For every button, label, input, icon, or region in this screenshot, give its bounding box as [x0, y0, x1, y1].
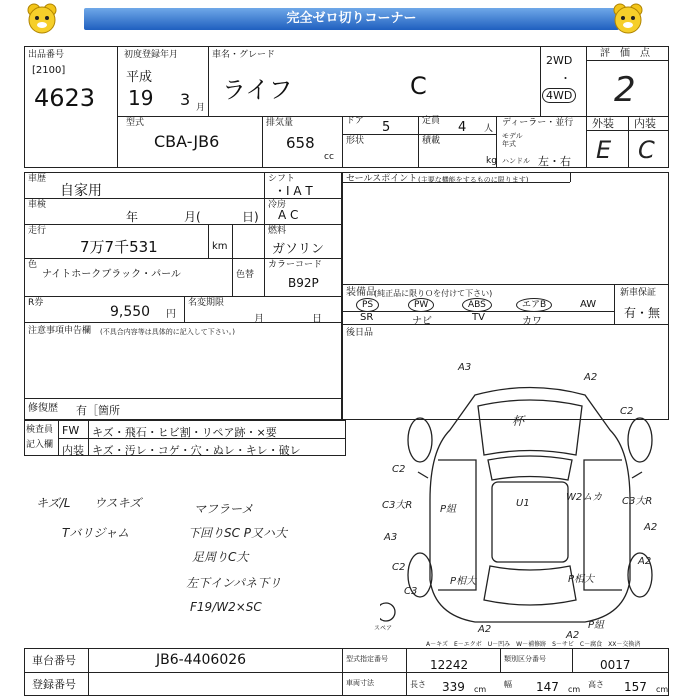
bear-mascot-right-icon [608, 2, 648, 36]
shift-value: ・I A T [274, 184, 313, 198]
doors-label: ドア [346, 116, 364, 126]
header-title: 完全ゼロ切りコーナー [84, 8, 619, 30]
equip-airbag: エアB [516, 298, 552, 312]
type-spec-label: 型式指定番号 [346, 655, 388, 663]
color-value: ナイトホークブラック・パール [42, 269, 181, 280]
registration-month: 3 [180, 90, 191, 109]
sales-point-label: セールスポイント [346, 174, 418, 184]
handwritten-right-5: F19/W2×SC [190, 600, 262, 614]
ac-label: 冷房 [268, 200, 287, 210]
car-name-label: 車名・グレード [212, 50, 276, 60]
inspector-row2: キズ・汚レ・コゲ・穴・ぬレ・キレ・破レ [92, 444, 301, 457]
equipment-label: 装備品 [346, 287, 376, 298]
interior-value: C [638, 136, 655, 164]
equip-leather: カワ [522, 316, 542, 327]
diagram-label-c2-left-lower: C2 [392, 562, 406, 573]
rear-seat-label: 後日品 [346, 328, 374, 338]
diagram-label-a2-right: A2 [644, 522, 658, 533]
class-value: 0017 [600, 658, 631, 672]
capacity-unit: 人 [484, 124, 494, 134]
length-value: 339 [442, 680, 465, 694]
color-label: 色 [28, 260, 38, 270]
height-unit: cm [656, 685, 669, 694]
registration-era: 平成 [126, 70, 153, 85]
inspector-label-1: 検査員 [26, 425, 54, 435]
mileage-unit: km [212, 241, 228, 252]
length-label: 長さ [410, 680, 426, 689]
equipment-sub: (純正品に限りＯを付けて下さい) [374, 289, 493, 298]
interior-label: 内装 [634, 117, 656, 130]
inspector-row1: キズ・飛石・ヒビ割・リペア跡・×要 [92, 426, 277, 439]
diagram-label-a3-top: A3 [458, 362, 472, 373]
recycle-unit: 円 [166, 309, 176, 320]
diagram-label-c3-rear: C3 [404, 586, 418, 597]
diagram-label-u1: U1 [516, 498, 530, 509]
diagram-label-a2-bottom-right: A2 [566, 630, 580, 641]
diagram-label-p-rear-left: P相大 [450, 576, 477, 587]
handwritten-right-1: マフラーメ [194, 502, 254, 516]
repair-label: 修復歴 [28, 403, 58, 414]
equip-tv: TV [472, 312, 485, 323]
diagram-label-c2-left: C2 [392, 464, 406, 475]
chassis-value: JB6-4406026 [156, 652, 247, 668]
equip-sr: SR [360, 312, 374, 323]
diagram-label-p-bottom: P組 [588, 620, 605, 631]
car-grade: C [410, 72, 427, 100]
sales-point-sub: (主要な機能をするものに限ります) [418, 176, 529, 184]
diagram-label-c3-right: C3大R [622, 496, 653, 507]
inspector-row2-head: 内装 [62, 444, 84, 457]
equip-navi: ナビ [412, 316, 432, 327]
registration-year: 19 [128, 86, 154, 110]
diagram-label-a2-rear-right: A2 [638, 556, 652, 567]
drive-2wd: 2WD [546, 54, 573, 67]
inspector-label-2: 記入欄 [26, 440, 54, 450]
usage-value: 自家用 [60, 183, 102, 199]
notes-sub: (不具合内容等は具体的に記入して下さい。) [100, 328, 235, 336]
inspection-month: 月( [184, 210, 201, 224]
lot-number-label: 出品番号 [28, 50, 65, 60]
usage-label: 車歴 [28, 174, 47, 184]
doors-value: 5 [382, 120, 391, 135]
fuel-value: ガソリン [272, 242, 325, 257]
width-value: 147 [536, 680, 559, 694]
recycle-label: R券 [28, 298, 44, 308]
diagram-label-w2: W2ムカ [566, 492, 603, 503]
drive-dot: ・ [560, 72, 571, 85]
handwritten-left-c: Tバリジャム [62, 526, 130, 540]
dimensions-label: 車両寸法 [346, 679, 374, 687]
drive-4wd: 4WD [542, 88, 576, 103]
name-change-day: 日 [312, 314, 322, 325]
ac-value: A C [278, 208, 299, 222]
registration-month-unit: 月 [196, 103, 206, 113]
mileage-value: 7万7千531 [80, 238, 158, 256]
displacement-label: 排気量 [266, 118, 294, 128]
handwritten-right-3: 足周りC大 [192, 550, 249, 564]
diagram-label-p-rear-right: P相大 [568, 574, 595, 585]
color-code-label: カラーコード [268, 260, 323, 270]
color-code-value: B92P [288, 276, 319, 290]
diagram-label-a2-bottom: A2 [478, 624, 492, 635]
diagram-label-c3-left: C3大R [382, 500, 413, 511]
equip-abs: ABS [462, 298, 492, 312]
reg-no-label: 登録番号 [32, 678, 76, 691]
color-change-label: 色替 [236, 270, 255, 280]
equip-pw: PW [408, 298, 434, 312]
exterior-label: 外装 [592, 117, 614, 130]
diagram-label-c2-right: C2 [620, 406, 634, 417]
damage-legend: A－キズ E－エクボ U－凹み W－補修跡 S－サビ C－腐食 XX－交換済 [426, 641, 641, 648]
inspection-label: 車検 [28, 200, 47, 210]
new-warranty-label: 新車保証 [620, 288, 657, 298]
width-label: 幅 [504, 680, 512, 689]
load-label: 積載 [422, 136, 441, 146]
class-label: 類別区分番号 [504, 655, 546, 663]
registration-label: 初度登録年月 [124, 50, 179, 60]
mileage-label: 走行 [28, 226, 47, 236]
rating-score: 2 [614, 70, 636, 110]
type-spec-value: 12242 [430, 658, 469, 672]
dealer-label: ディーラー・並行 [502, 118, 574, 128]
inspection-year: 年 [126, 210, 139, 224]
rating-label: 評 価 点 [600, 48, 650, 59]
diagram-label-roof-note: 杯 [512, 414, 525, 428]
handle-value: 左・右 [538, 155, 571, 168]
notes-label: 注意事項申告欄 [28, 326, 92, 336]
exterior-value: E [596, 136, 612, 164]
equip-ps: PS [356, 298, 379, 312]
car-name: ライフ [222, 76, 293, 104]
name-change-label: 名変期限 [188, 298, 225, 308]
capacity-value: 4 [458, 120, 467, 135]
lot-code: [2100] [32, 65, 66, 76]
inspection-day: 日) [242, 210, 259, 224]
fuel-label: 燃料 [268, 226, 287, 236]
new-warranty-value: 有・無 [624, 306, 661, 320]
handwritten-right-4: 左下インパネ下リ [186, 576, 282, 590]
diagram-spare-label: スペア [374, 625, 393, 632]
diagram-label-a2-top: A2 [584, 372, 598, 383]
displacement-unit: cc [324, 152, 334, 162]
height-label: 高さ [588, 680, 604, 689]
length-unit: cm [474, 685, 487, 694]
inspector-row1-head: FW [62, 424, 80, 437]
diagram-label-a3-left: A3 [384, 532, 398, 543]
repair-value: 有［箇所 [76, 404, 120, 417]
width-unit: cm [568, 685, 581, 694]
name-change-month: 月 [254, 314, 264, 325]
equip-aw: AW [580, 299, 597, 310]
handwritten-left-b: ウスキズ [94, 496, 142, 510]
handle-label: ハンドル [502, 157, 530, 165]
model-label: 型式 [126, 118, 145, 128]
handwritten-left-a: キズ/L [36, 496, 71, 510]
height-value: 157 [624, 680, 647, 694]
recycle-value: 9,550 [110, 304, 151, 320]
diagram-label-p-left: P組 [440, 504, 457, 515]
shape-label: 形状 [346, 136, 365, 146]
load-unit: kg [486, 156, 497, 166]
model-year-label: モデル 年式 [502, 132, 523, 148]
bear-mascot-left-icon [22, 2, 62, 36]
model-value: CBA-JB6 [154, 132, 220, 151]
displacement-value: 658 [286, 134, 315, 152]
chassis-label: 車台番号 [32, 654, 76, 667]
handwritten-right-2: 下回りSC P又ハ大 [188, 526, 288, 540]
capacity-label: 定員 [422, 116, 441, 126]
shift-label: シフト [268, 174, 296, 184]
lot-number: 4623 [34, 84, 96, 112]
